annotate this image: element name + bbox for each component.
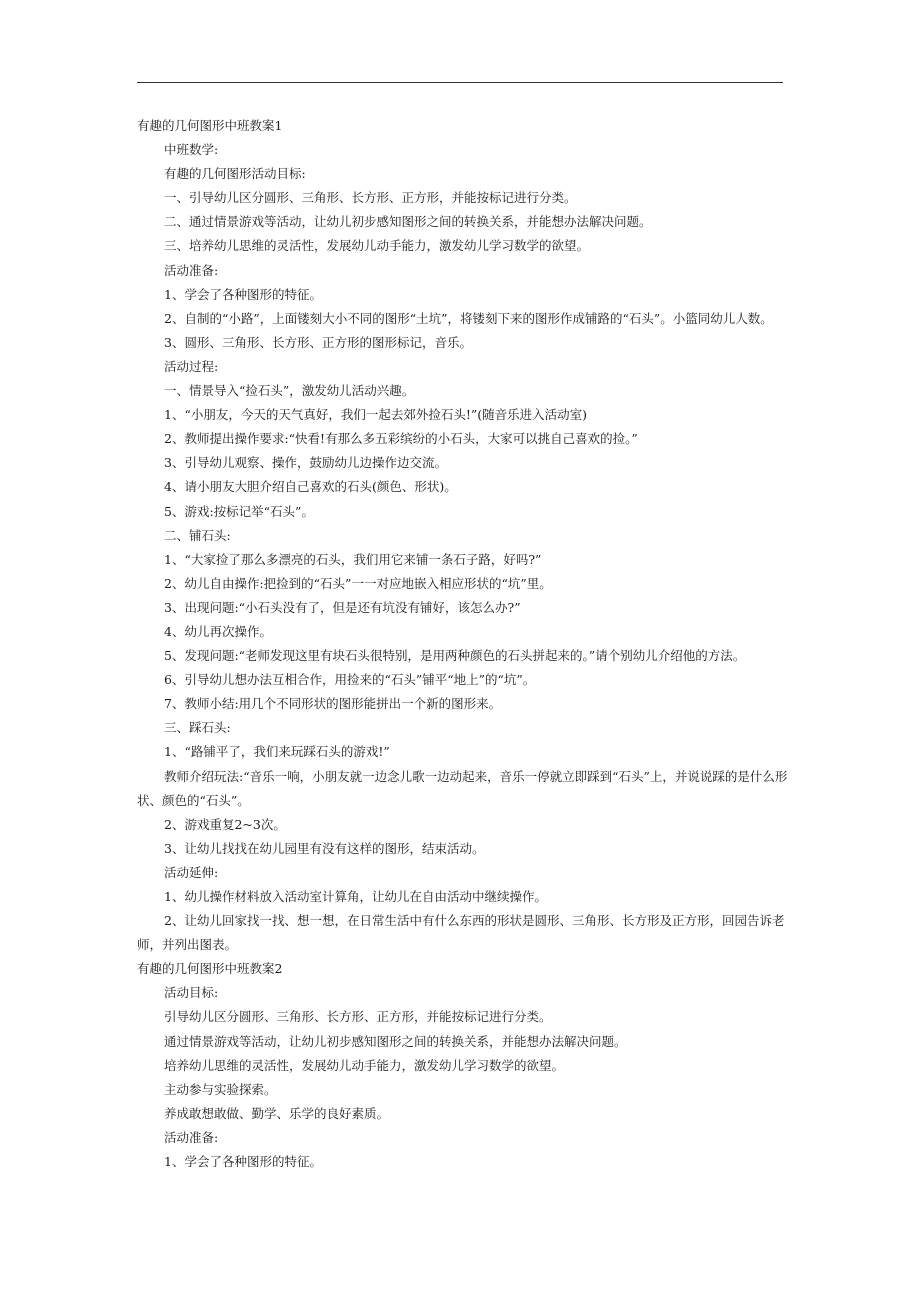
paragraph-line: 5、游戏:按标记举“石头”。 <box>164 503 314 519</box>
paragraph-line: 3、引导幼儿观察、操作，鼓励幼儿边操作边交流。 <box>164 455 447 471</box>
paragraph-line: 活动过程: <box>164 358 219 374</box>
paragraph-line: 主动参与实验探索。 <box>164 1081 277 1097</box>
paragraph-line: 培养幼儿思维的灵活性，发展幼儿动手能力，激发幼儿学习数学的欲望。 <box>164 1057 565 1073</box>
paragraph-line: 3、出现问题:“小石头没有了，但是还有坑没有铺好，该怎么办?” <box>164 599 521 615</box>
paragraph-line: 活动目标: <box>164 985 219 1001</box>
paragraph-line: 三、培养幼儿思维的灵活性，发展幼儿动手能力，激发幼儿学习数学的欲望。 <box>164 238 590 254</box>
paragraph-line: 2、幼儿自由操作:把捡到的“石头”一一对应地嵌入相应形状的“坑”里。 <box>164 575 552 591</box>
paragraph-line: 1、学会了各种图形的特征。 <box>164 1154 322 1170</box>
paragraph-line: 1、幼儿操作材料放入活动室计算角，让幼儿在自由活动中继续操作。 <box>164 889 547 904</box>
paragraph-line: 5、发现问题:“老师发现这里有块石头很特别，是用两种颜色的石头拼起来的。”请个别幼儿介绍他的方法。 <box>164 648 746 664</box>
paragraph-line: 2、让幼儿回家找一找、想一想，在日常生活中有什么东西的形状是圆形、三角形、长方形及正方形，回园告诉老师，并列出图表。 <box>137 913 785 953</box>
paragraph-line: 二、通过情景游戏等活动，让幼儿初步感知图形之间的转换关系，并能想办法解决问题。 <box>164 214 652 230</box>
paragraph-line: 教师介绍玩法:“音乐一响，小朋友就一边念儿歌一边动起来，音乐一停就立即踩到“石头”上，并说说踩的是什么形状、颜色的“石头”。 <box>137 768 788 808</box>
paragraph-line: 1、“大家捡了那么多漂亮的石头，我们用它来铺一条石子路，好吗?” <box>164 551 542 567</box>
paragraph-line: 1、“路铺平了，我们来玩踩石头的游戏!” <box>164 744 390 760</box>
paragraph-line: 2、自制的“小路”，上面镂刻大小不同的图形“土坑”，将镂刻下来的图形作成铺路的“石头”。小篮同幼儿人数。 <box>164 310 773 326</box>
paragraph-line: 二、铺石头: <box>164 527 231 543</box>
paragraph-line: 一、引导幼儿区分圆形、三角形、长方形、正方形，并能按标记进行分类。 <box>164 190 577 206</box>
paragraph-line: 1、学会了各种图形的特征。 <box>164 286 322 302</box>
paragraph-line: 4、请小朋友大胆介绍自己喜欢的石头(颜色、形状)。 <box>164 479 457 495</box>
paragraph-line: 7、教师小结:用几个不同形状的图形能拼出一个新的图形来。 <box>164 696 502 712</box>
paragraph-line: 4、幼儿再次操作。 <box>164 623 272 639</box>
section-title: 有趣的几何图形中班教案1 <box>137 118 283 133</box>
paragraph-line: 活动延伸: <box>164 864 219 880</box>
paragraph-line: 中班数学: <box>164 142 219 158</box>
paragraph-line: 6、引导幼儿想办法互相合作，用捡来的“石头”铺平“地上”的“坑”。 <box>164 672 536 688</box>
section-title: 有趣的几何图形中班教案2 <box>137 961 283 977</box>
paragraph-line: 一、情景导入“捡石头”，激发幼儿活动兴趣。 <box>164 383 415 399</box>
paragraph-line: 3、圆形、三角形、长方形、正方形的图形标记，音乐。 <box>164 334 472 350</box>
paragraph-line: 三、踩石头: <box>164 720 231 736</box>
paragraph-line: 3、让幼儿找找在幼儿园里有没有这样的图形，结束活动。 <box>164 840 485 856</box>
paragraph-line: 1、“小朋友，今天的天气真好，我们一起去郊外捡石头!”(随音乐进入活动室) <box>164 407 588 423</box>
paragraph-line: 通过情景游戏等活动，让幼儿初步感知图形之间的转换关系，并能想办法解决问题。 <box>164 1033 627 1049</box>
paragraph-line: 养成敢想敢做、勤学、乐学的良好素质。 <box>164 1105 390 1121</box>
paragraph-line: 2、教师提出操作要求:“快看!有那么多五彩缤纷的小石头，大家可以挑自己喜欢的捡。” <box>164 431 638 447</box>
paragraph-line: 有趣的几何图形活动目标: <box>164 166 306 182</box>
paragraph-line: 活动准备: <box>164 1129 219 1145</box>
paragraph-line: 引导幼儿区分圆形、三角形、长方形、正方形，并能按标记进行分类。 <box>164 1009 552 1025</box>
header-rule <box>137 82 783 83</box>
paragraph-line: 2、游戏重复2~3次。 <box>164 816 286 832</box>
paragraph-line: 活动准备: <box>164 262 219 278</box>
document-body <box>137 114 797 1174</box>
